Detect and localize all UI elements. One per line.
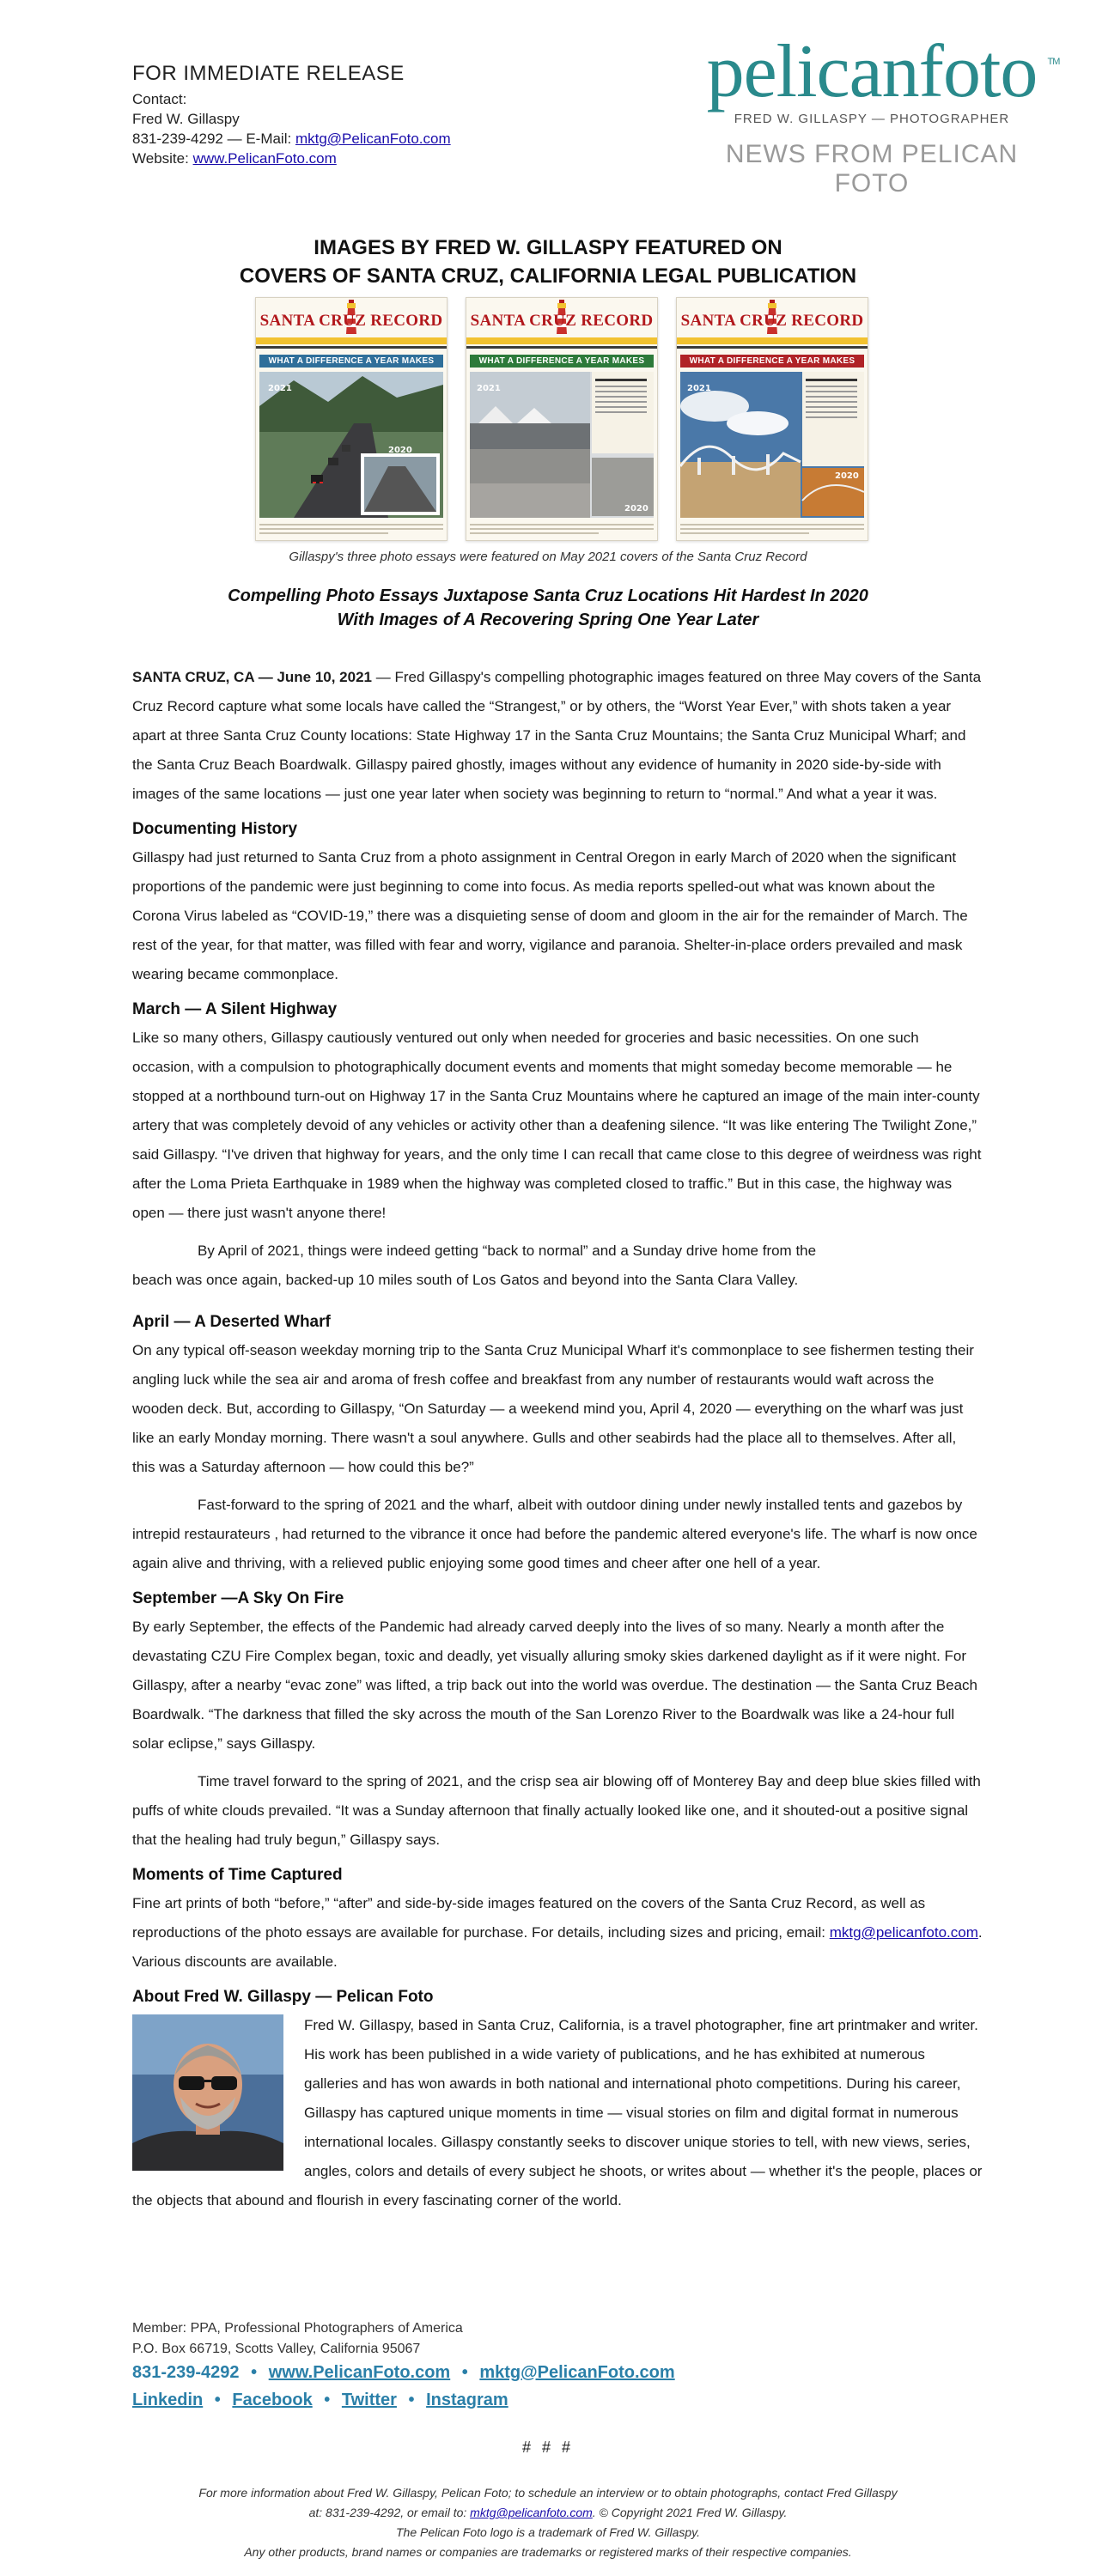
website-label: Website: bbox=[132, 150, 193, 167]
release-heading: FOR IMMEDIATE RELEASE bbox=[132, 62, 405, 85]
april-paragraph-2: Fast-forward to the spring of 2021 and the wharf, albeit with outdoor dining under newly installed tents and gazebos by intrepid restaurateurs , had returned to the vibrance it once had before the pandemic altered everyone's life. The wharf is now once again alive and thriving, with a relieved public enjoying some good times and cheer after one hell of a year. bbox=[132, 1497, 977, 1571]
links-phone: 831-239-4292 bbox=[132, 2363, 240, 2382]
march-paragraph: Like so many others, Gillaspy cautiously ventured out only when needed for groceries and basic necessities. On one such occasion, with a compulsion to photographically document events and moments that might someday become memorable — he stopped at a northbound turn-out on Highway 17 in the Santa Cruz Mountains where he captured an image of the main inter-county artery that was completely devoid of any vehicles or activity other than a deafening silence. “It was like entering The Twilight Zone,” said Gillaspy. “I've driven that highway for years, and the only time I can recall that came close to this degree of weirdness was right after the Loma Prieta Earthquake in 1989 when the highway was completed closed to traffic.” But in this case, the highway was open — there just wasn't anyone there! bbox=[132, 1030, 982, 1221]
moments-email-link[interactable]: mktg@pelicanfoto.com bbox=[829, 1924, 978, 1941]
cover-highway bbox=[255, 297, 448, 541]
about-section bbox=[132, 2011, 983, 2215]
news-heading: NEWS FROM PELICAN FOTO bbox=[725, 140, 1019, 197]
cover-banner: WHAT A DIFFERENCE A YEAR MAKES bbox=[680, 355, 864, 368]
cover-year-a: 2021 bbox=[687, 384, 711, 393]
headline bbox=[132, 234, 964, 290]
contact-website bbox=[132, 149, 648, 168]
cover-footer bbox=[259, 521, 443, 537]
footer-line-4: Any other products, brand names or companies are trademarks or registered marks of their respective companies. bbox=[244, 2545, 852, 2559]
section-heading-about: About Fred W. Gillaspy — Pelican Foto bbox=[132, 1988, 434, 2006]
cover-rule bbox=[677, 346, 868, 349]
cover-year-a: 2021 bbox=[477, 384, 501, 393]
cover-wharf bbox=[466, 297, 658, 541]
subheadline-line-1: Compelling Photo Essays Juxtapose Santa Cruz Locations Hit Hardest In 2020 bbox=[228, 586, 868, 605]
section-heading-moments: Moments of Time Captured bbox=[132, 1866, 343, 1884]
links-email[interactable]: mktg@PelicanFoto.com bbox=[479, 2363, 675, 2382]
cover-banner: WHAT A DIFFERENCE A YEAR MAKES bbox=[470, 355, 654, 368]
section-heading-history: Documenting History bbox=[132, 820, 298, 838]
cover-banner: WHAT A DIFFERENCE A YEAR MAKES bbox=[259, 355, 443, 368]
intro-paragraph bbox=[132, 663, 983, 809]
cover-photo-wharf bbox=[470, 372, 654, 518]
september-paragraph: By early September, the effects of the Pandemic had already carved deeply into the lives of so many. Nearly a month after the devastating CZU Fire Complex began, toxic and deadly, yet visually alluring smoky skies darkened daylight as if it were night. For Gillaspy, after a nearby “evac zone” was lifted, a trip back out into the world was overdue. The destination — the Santa Cruz Beach Boardwalk. “The darkness that filled the sky across the mouth of the San Lorenzo River to the Boardwalk was like a 24-hour full solar eclipse,” says Gillaspy. bbox=[132, 1619, 977, 1752]
contact-phone: 831-239-4292 bbox=[132, 131, 223, 147]
section-heading-april: April — A Deserted Wharf bbox=[132, 1313, 331, 1331]
contact-name: Fred W. Gillaspy bbox=[132, 111, 240, 127]
logo-tagline: FRED W. GILLASPY — PHOTOGRAPHER bbox=[734, 112, 1010, 126]
cover-images bbox=[255, 297, 867, 539]
about-paragraph: Fred W. Gillaspy, based in Santa Cruz, California, is a travel photographer, fine art printmaker and writer. His work has been published in a wide variety of publications, and he has exhibited at numerous galleries and has won awards in both national and international photo competitions. During his career, Gillaspy has captured unique moments in time — visual stories on film and digital format in numerous international locales. Gillaspy constantly seeks to discover unique stories to tell, with new views, series, angles, colors and details of every subject he shoots, or writes about — whether it's the people, places or the objects that abound and flourish in every fascinating corner of the world. bbox=[132, 2017, 983, 2208]
separator-dot: • bbox=[461, 2363, 468, 2382]
social-links bbox=[132, 2391, 983, 2410]
cover-year-b: 2020 bbox=[388, 446, 412, 455]
footer-email-link[interactable]: mktg@pelicanfoto.com bbox=[470, 2506, 593, 2519]
separator-dot: • bbox=[324, 2391, 331, 2409]
cover-masthead: SANTA CRUZ RECORD bbox=[470, 312, 654, 330]
pelicanfoto-logo bbox=[687, 30, 1060, 198]
cover-footer bbox=[470, 521, 654, 537]
cover-footer bbox=[680, 521, 864, 537]
address-line: P.O. Box 66719, Scotts Valley, California 95067 bbox=[132, 2342, 421, 2356]
contact-website-link[interactable]: www.PelicanFoto.com bbox=[192, 150, 337, 167]
cover-boardwalk bbox=[676, 297, 868, 541]
links-website[interactable]: www.PelicanFoto.com bbox=[268, 2363, 451, 2382]
separator-dot: • bbox=[251, 2363, 258, 2382]
contact-label: Contact: bbox=[132, 91, 187, 107]
cover-strip bbox=[466, 337, 657, 344]
instagram-link[interactable]: Instagram bbox=[426, 2391, 508, 2409]
separator-dot: • bbox=[408, 2391, 415, 2409]
section-heading-september: September —A Sky On Fire bbox=[132, 1589, 344, 1607]
cover-photo-boardwalk bbox=[680, 372, 864, 518]
logo-wordmark bbox=[706, 30, 1060, 113]
membership-block bbox=[132, 2318, 983, 2360]
cover-strip bbox=[677, 337, 868, 344]
footer-line-1: For more information about Fred W. Gillaspy, Pelican Foto; to schedule an interview or to obtain photographs, contact Fred Gillaspy bbox=[198, 2486, 898, 2500]
cover-strip bbox=[256, 337, 447, 344]
membership-line: Member: PPA, Professional Photographers of America bbox=[132, 2321, 463, 2336]
section-heading-march: March — A Silent Highway bbox=[132, 1000, 338, 1018]
dateline: SANTA CRUZ, CA — June 10, 2021 bbox=[132, 669, 372, 685]
logo-tm: TM bbox=[1047, 57, 1060, 67]
april-paragraph: On any typical off-season weekday morning trip to the Santa Cruz Municipal Wharf it's commonplace to see fishermen testing their angling luck while the sea air and aroma of fresh coffee and breakfast from any number of restaurants would waft across the wooden deck. But, according to Gillaspy, “On Saturday — a weekend mind you, April 4, 2020 — everything on the wharf was just like an early Monday morning. There wasn't a soul anywhere. Gulls and other seabirds had the place all to themselves. After all, this was a Saturday afternoon — how could this be?” bbox=[132, 1342, 974, 1475]
moments-text: Fine art prints of both “before,” “after” and side-by-side images featured on the covers of the Santa Cruz Record, as well as reproductions of the photo essays are available for purchase. For details, including sizes and pricing, email: bbox=[132, 1895, 926, 1941]
contact-phone-email bbox=[132, 129, 648, 149]
email-prefix: — E-Mail: bbox=[222, 131, 295, 147]
contact-email-link[interactable]: mktg@PelicanFoto.com bbox=[295, 131, 451, 147]
separator-dot: • bbox=[214, 2391, 221, 2409]
footer-line-3: The Pelican Foto logo is a trademark of Fred W. Gillaspy. bbox=[395, 2525, 701, 2539]
march-paragraph-2: By April of 2021, things were indeed getting “back to normal” and a Sunday drive home from the beach was once again, backed-up 10 miles south of Los Gatos and beyond into the Santa Clara Valley. bbox=[132, 1242, 817, 1288]
contact-links bbox=[132, 2363, 983, 2383]
linkedin-link[interactable]: Linkedin bbox=[132, 2391, 204, 2409]
portrait-photo bbox=[132, 2014, 283, 2171]
moments-paragraph bbox=[132, 1889, 983, 1977]
headline-line-1: IMAGES BY FRED W. GILLASPY FEATURED ON bbox=[314, 236, 782, 259]
cover-year-b: 2020 bbox=[835, 471, 859, 481]
cover-photo-highway bbox=[259, 372, 443, 518]
footer-line-2-start: at: 831-239-4292, or email to: bbox=[308, 2506, 471, 2519]
article-body bbox=[132, 663, 983, 2224]
footer-copyright: . © Copyright 2021 Fred W. Gillaspy. bbox=[592, 2506, 788, 2519]
cover-masthead: SANTA CRUZ RECORD bbox=[259, 312, 443, 330]
intro-text: — Fred Gillaspy's compelling photographic images featured on three May covers of the Santa Cruz Record capture what some locals have called the “Strangest,” or by others, the “Worst Year Ever,” with shots taken a year apart at three Santa Cruz County locations: State Highway 17 in the Santa Cruz Mountains; the Santa Cruz Municipal Wharf; and the Santa Cruz Beach Boardwalk. Gillaspy paired ghostly, images without any evidence of humanity in 2020 side-by-side with images of the same locations — just one year later when society was beginning to return to “normal.” And what a year it was. bbox=[132, 669, 982, 802]
cover-masthead: SANTA CRUZ RECORD bbox=[680, 312, 864, 330]
facebook-link[interactable]: Facebook bbox=[232, 2391, 313, 2409]
footer-notes bbox=[132, 2483, 964, 2562]
footer-line-2 bbox=[132, 2503, 964, 2523]
cover-year-a: 2021 bbox=[268, 384, 292, 393]
twitter-link[interactable]: Twitter bbox=[341, 2391, 397, 2409]
cover-year-b: 2020 bbox=[624, 504, 648, 513]
cover-rule bbox=[466, 346, 657, 349]
subheadline-line-2: With Images of A Recovering Spring One Year Later bbox=[337, 611, 759, 629]
cover-rule bbox=[256, 346, 447, 349]
end-marker: # # # bbox=[521, 2439, 575, 2456]
moments-tail: . Various discounts are available. bbox=[132, 1924, 983, 1970]
cover-caption: Gillaspy's three photo essays were featured on May 2021 covers of the Santa Cruz Record bbox=[289, 550, 807, 564]
contact-block bbox=[132, 62, 648, 168]
subheadline bbox=[132, 584, 964, 632]
headline-line-2: COVERS OF SANTA CRUZ, CALIFORNIA LEGAL PUBLICATION bbox=[239, 264, 857, 288]
history-paragraph: Gillaspy had just returned to Santa Cruz from a photo assignment in Central Oregon in early March of 2020 when the significant proportions of the pandemic were just beginning to come into focus. As media reports spelled-out what was known about the Corona Virus labeled as “COVID-19,” there was a disquieting sense of doom and gloom in the air for the remainder of March. The rest of the year, for that matter, was filled with fear and worry, vigilance and paranoia. Shelter-in-place orders prevailed and mask wearing became commonplace. bbox=[132, 849, 968, 982]
september-paragraph-2: Time travel forward to the spring of 2021, and the crisp sea air blowing off of Monterey Bay and deep blue skies filled with puffs of white clouds prevailed. “It was a Sunday afternoon that finally actually looked like one, and it shouted-out a positive signal that the healing had truly begun,” Gillaspy says. bbox=[132, 1773, 981, 1848]
logo-wordmark-text: pelicanfoto bbox=[706, 30, 1038, 113]
